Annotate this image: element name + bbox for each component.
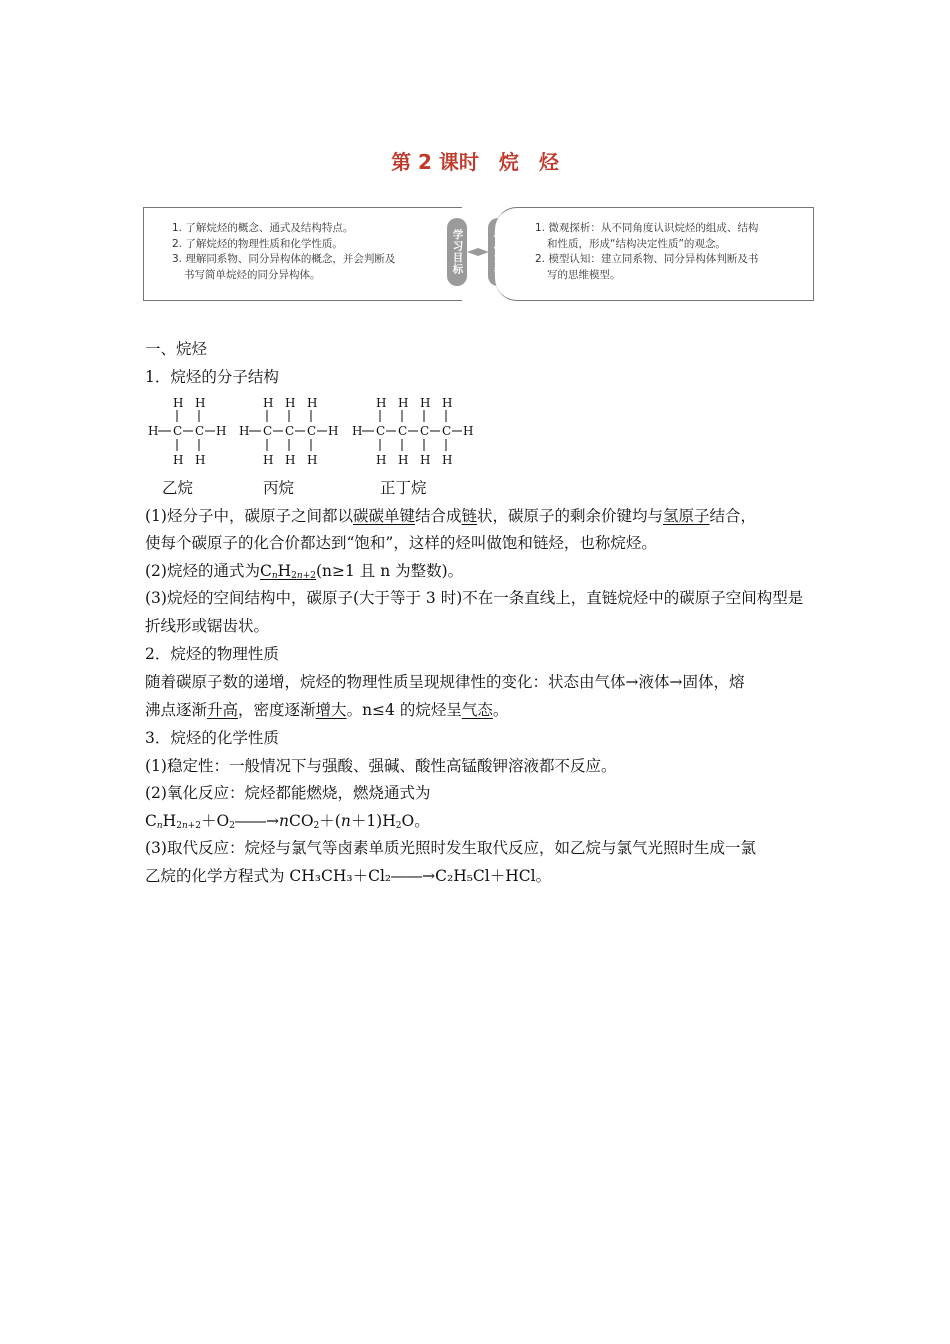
objective-item: 2. 了解烷烃的物理性质和化学性质。 <box>172 237 343 250</box>
literacy-item: 和性质，形成“结构决定性质”的观念。 <box>547 237 726 250</box>
page-title: 第 2 课时 烷 烃 <box>391 150 559 174</box>
svg-text:C: C <box>420 424 430 438</box>
paragraph-1-line-1: (1)烃分子中，碳原子之间都以碳碳单键结合成链状，碳原子的剩余价键均与氢原子结合， <box>145 507 757 525</box>
subheading-physical: 2．烷烃的物理性质 <box>145 645 279 663</box>
objective-item: 1. 了解烷烃的概念、通式及结构特点。 <box>172 222 354 234</box>
svg-text:C: C <box>398 424 408 438</box>
svg-text:H: H <box>285 396 296 410</box>
svg-text:H: H <box>420 396 431 410</box>
svg-text:H: H <box>463 424 474 438</box>
paragraph-stability: (1)稳定性：一般情况下与强酸、强碱、酸性高锰酸钾溶液都不反应。 <box>145 757 617 775</box>
svg-text:H: H <box>376 396 387 410</box>
molecule-label-ethane: 乙烷 <box>162 479 194 497</box>
svg-text:H: H <box>442 453 453 467</box>
paragraph-4-line-1: 随着碳原子数的递增，烷烃的物理性质呈现规律性的变化：状态由气体→液体→固体，熔 <box>145 673 745 691</box>
core-literacy-box <box>495 207 814 301</box>
svg-text:C: C <box>263 424 273 438</box>
svg-text:H: H <box>173 396 184 410</box>
literacy-item: 1. 微观探析：从不同角度认识烷烃的组成、结构 <box>535 222 759 234</box>
svg-text:C: C <box>195 424 205 438</box>
svg-text:H: H <box>263 396 274 410</box>
svg-text:H: H <box>216 424 227 438</box>
alkane-structure-diagram <box>145 393 485 473</box>
paragraph-3: (3)烷烃的空间结构中，碳原子(大于等于 3 时)不在一条直线上，直链烷烃中的碳原子空间构型是折线形或锯齿状。 <box>145 589 804 635</box>
core-literacy-list <box>535 221 805 283</box>
svg-text:H: H <box>352 424 363 438</box>
svg-text:H: H <box>376 453 387 467</box>
svg-text:H: H <box>148 424 159 438</box>
svg-text:H: H <box>239 424 250 438</box>
paragraph-2: (2)烷烃的通式为$C_nH_{2n+2}(n\ge 1$ 且 n 为整数)。 <box>145 562 464 581</box>
objective-item: 3. 理解同系物、同分异构体的概念，并会判断及 <box>172 253 396 265</box>
objective-item: 书写简单烷烃的同分异构体。 <box>184 268 321 281</box>
svg-text:H: H <box>442 396 453 410</box>
connector-diamond-icon <box>467 248 489 256</box>
svg-text:H: H <box>173 453 184 467</box>
svg-text:H: H <box>307 453 318 467</box>
molecule-label-propane: 丙烷 <box>263 479 295 497</box>
subheading-chemical: 3．烷烃的化学性质 <box>145 729 279 747</box>
svg-text:H: H <box>195 396 206 410</box>
learning-objectives-tag: 学习目标 <box>447 218 467 286</box>
section-heading: 一、烷烃 <box>145 340 208 358</box>
literacy-item: 2. 模型认知：建立同系物、同分异构体判断及书 <box>535 253 759 265</box>
svg-text:C: C <box>442 424 452 438</box>
svg-text:C: C <box>285 424 295 438</box>
paragraph-substitution-line-2: 乙烷的化学方程式为 CH₃CH₃＋Cl₂――→C₂H₅Cl＋HCl。 <box>145 867 552 885</box>
paragraph-4-line-2: 沸点逐渐升高，密度逐渐增大。n≤4 的烷烃呈气态。 <box>145 701 509 719</box>
svg-text:H: H <box>328 424 339 438</box>
svg-text:H: H <box>263 453 274 467</box>
paragraph-1-line-2: 使每个碳原子的化合价都达到“饱和”，这样的烃叫做饱和链烃，也称烷烃。 <box>145 534 657 552</box>
svg-text:C: C <box>307 424 317 438</box>
svg-text:H: H <box>195 453 206 467</box>
literacy-item: 写的思维模型。 <box>547 268 621 281</box>
svg-text:C: C <box>173 424 183 438</box>
general-formula: $C_nH_{2n+2}$ <box>259 562 316 581</box>
svg-text:H: H <box>420 453 431 467</box>
svg-text:H: H <box>307 396 318 410</box>
learning-objectives-box <box>143 207 462 301</box>
learning-objectives-list <box>172 221 432 283</box>
svg-text:C: C <box>376 424 386 438</box>
svg-text:H: H <box>398 396 409 410</box>
molecule-label-butane: 正丁烷 <box>380 479 427 497</box>
paragraph-oxidation: (2)氧化反应：烷烃都能燃烧，燃烧通式为 <box>145 784 431 802</box>
combustion-equation: $C_nH_{2n+2}+O_2――\to nCO_2+(n+1)H_2O$。 <box>145 812 430 831</box>
paragraph-substitution-line-1: (3)取代反应：烷烃与氯气等卤素单质光照时发生取代反应，如乙烷与氯气光照时生成一氯 <box>145 839 756 857</box>
svg-text:H: H <box>285 453 296 467</box>
subheading-structure: 1．烷烃的分子结构 <box>145 368 279 386</box>
structural-formulas <box>145 393 485 473</box>
svg-text:H: H <box>398 453 409 467</box>
